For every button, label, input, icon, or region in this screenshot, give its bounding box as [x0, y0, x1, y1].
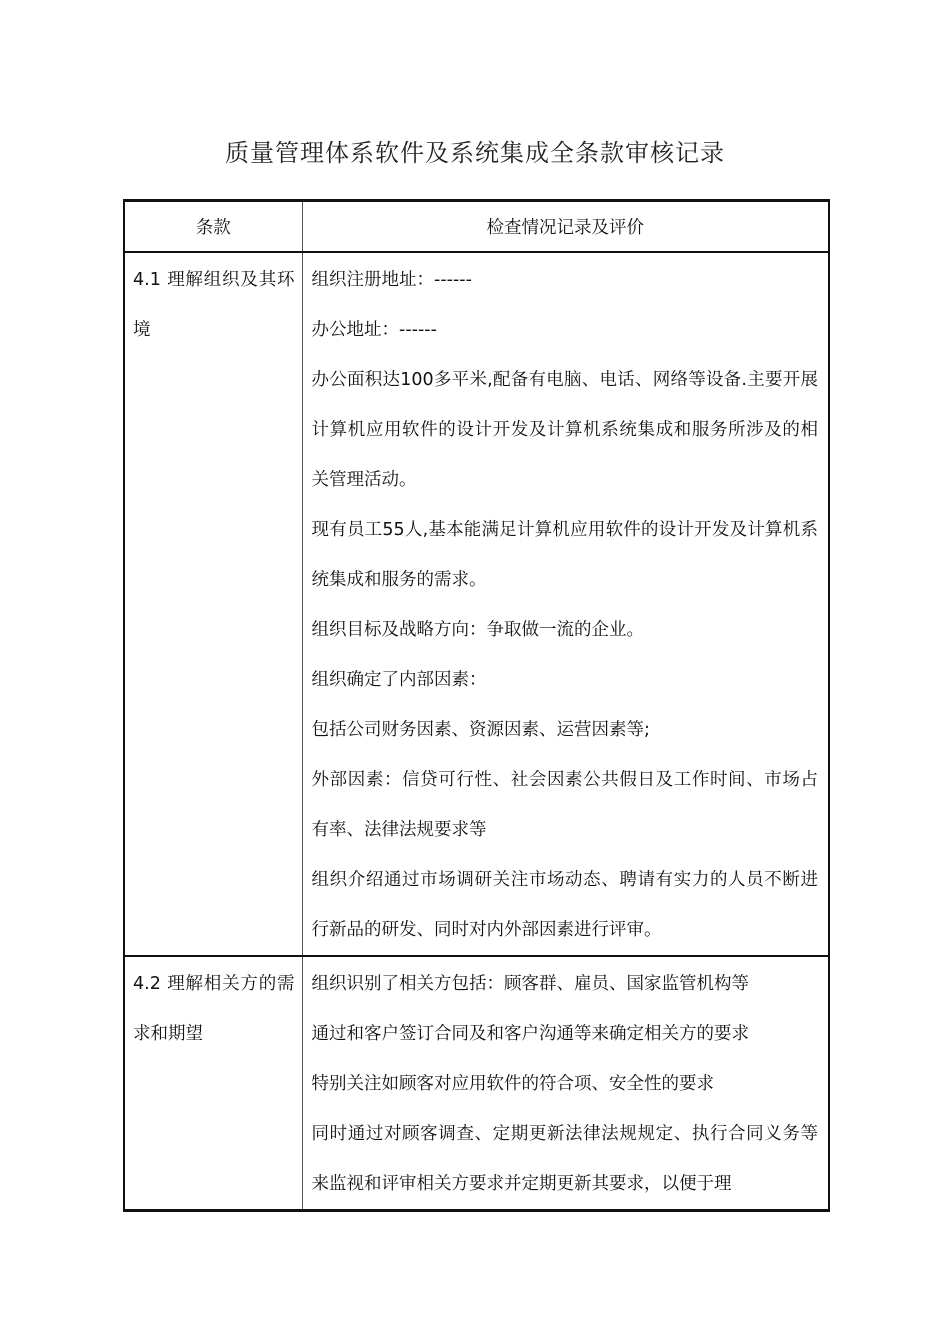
record-paragraph: 现有员工55人,基本能满足计算机应用软件的设计开发及计算机系统集成和服务的需求。 — [311, 520, 818, 590]
clause-label: 4.2 理解相关方的需求和期望 — [133, 974, 295, 1044]
record-paragraph: 组织注册地址：------ — [311, 270, 472, 290]
table-row — [124, 252, 829, 956]
clause-cell — [124, 956, 302, 1211]
record-paragraph: 办公地址：------ — [311, 320, 437, 340]
header-clause: 条款 — [124, 201, 302, 253]
record-paragraph: 办公面积达100多平米,配备有电脑、电话、网络等设备.主要开展计算机应用软件的设计开发及计算机系统集成和服务所涉及的相关管理活动。 — [311, 370, 818, 490]
record-cell — [302, 956, 829, 1211]
clause-label: 4.1 理解组织及其环境 — [133, 270, 295, 340]
record-paragraph: 通过和客户签订合同及和客户沟通等来确定相关方的要求 — [311, 1024, 749, 1044]
record-cell — [302, 252, 829, 956]
record-paragraph: 组织介绍通过市场调研关注市场动态、聘请有实力的人员不断进行新品的研发、同时对内外部因素进行评审。 — [311, 870, 818, 940]
record-paragraph: 特别关注如顾客对应用软件的符合项、安全性的要求 — [311, 1074, 714, 1094]
table-row — [124, 956, 829, 1211]
audit-record-table — [123, 199, 830, 1212]
record-paragraph: 同时通过对顾客调查、定期更新法律法规规定、执行合同义务等来监视和评审相关方要求并定期更新其要求，以便于理 — [311, 1124, 818, 1194]
clause-cell — [124, 252, 302, 956]
document-title: 质量管理体系软件及系统集成全条款审核记录 — [225, 139, 725, 167]
record-paragraph: 组织确定了内部因素： — [311, 670, 487, 690]
record-paragraph: 组织识别了相关方包括：顾客群、雇员、国家监管机构等 — [311, 974, 749, 994]
header-record: 检查情况记录及评价 — [302, 201, 829, 253]
table-header-row — [124, 201, 829, 253]
record-paragraph: 外部因素：信贷可行性、社会因素公共假日及工作时间、市场占有率、法律法规要求等 — [311, 770, 818, 840]
record-paragraph: 包括公司财务因素、资源因素、运营因素等; — [311, 720, 650, 740]
record-paragraph: 组织目标及战略方向：争取做一流的企业。 — [311, 620, 644, 640]
